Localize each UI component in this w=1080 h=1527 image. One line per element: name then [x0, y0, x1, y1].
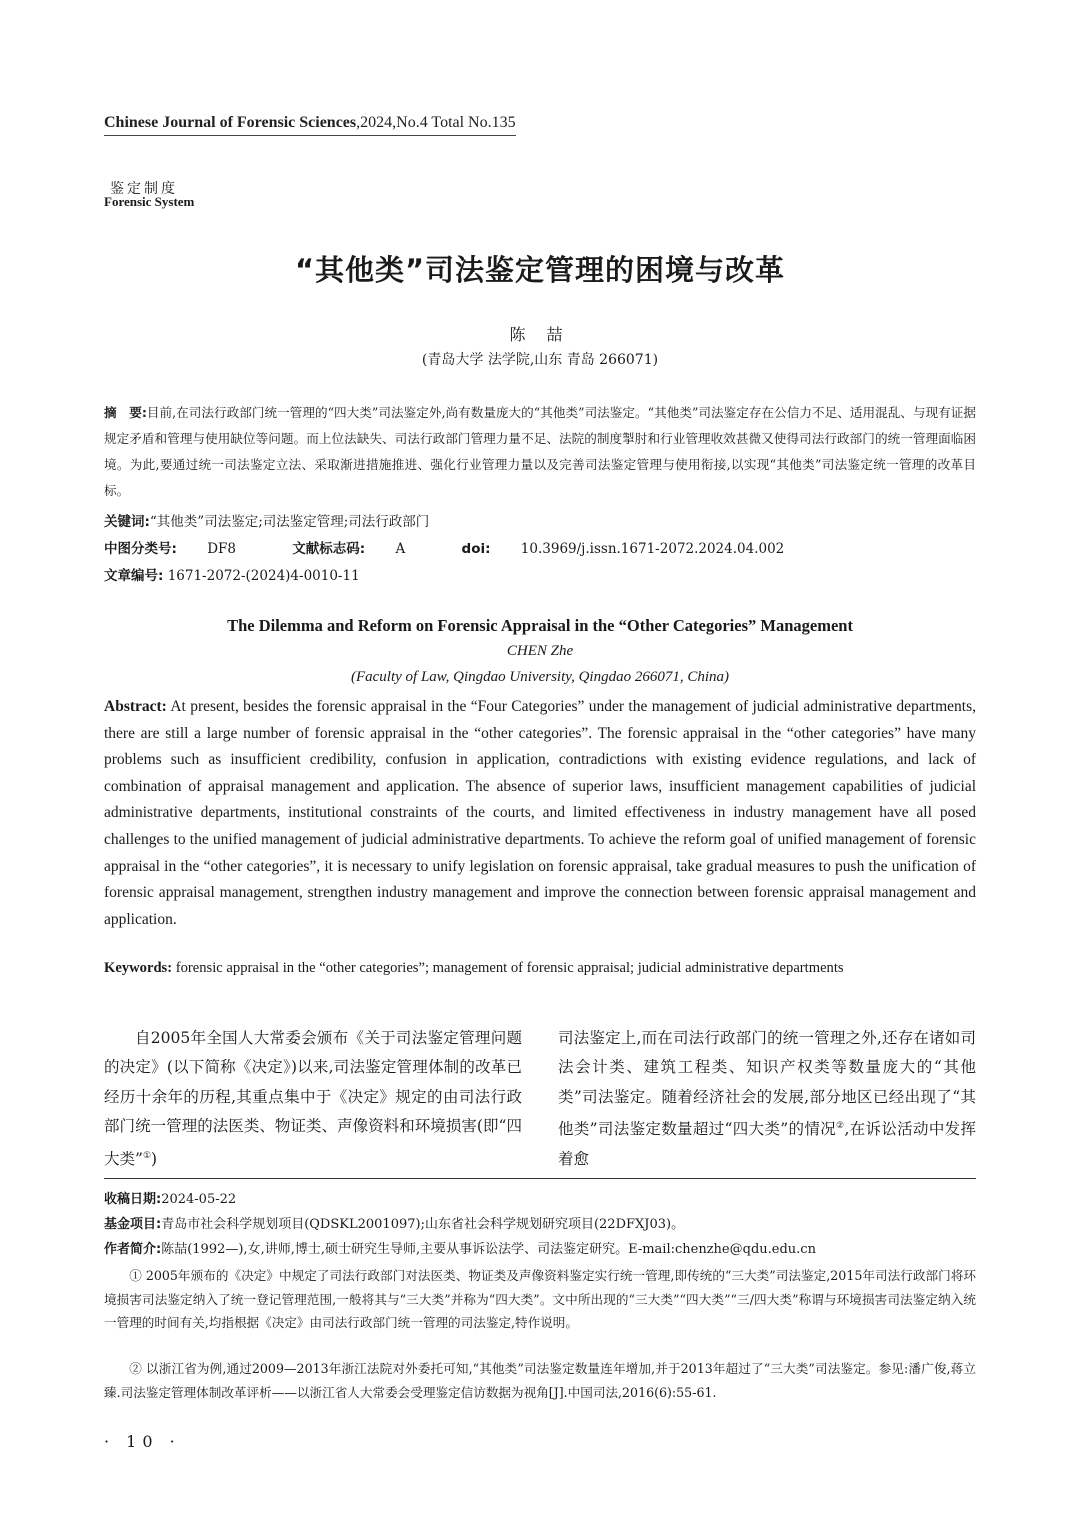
fund-label: 基金项目: [104, 1217, 162, 1232]
keywords-text-cn: “其他类”司法鉴定;司法鉴定管理;司法行政部门 [149, 514, 430, 530]
received-date [104, 1188, 236, 1207]
body-right-text-end: ,在诉讼活动中发挥着愈 [558, 1120, 976, 1168]
abstract-text-en: At present, besides the forensic appraisal in the “Four Categories” under the management of judicial administrative departments, there are still a large number of forensic appraisal in the “other categories”. The forensic appraisal in the “other categories” have many problems such as insufficient credibility, confusion in application, contradictions with existing evidence regulations, and lack of combination of appraisal management and application. The absence of superior laws, insufficient management capabilities of judicial administrative departments, institutional constraints of the courts, and limited effectiveness in industry management have all posed challenges to the unified management of judicial administrative departments. To achieve the reform goal of unified management of forensic appraisal in the “other categories”, it is necessary to unify legislation on forensic appraisal, take gradual measures to push the unification of forensic appraisal management, strengthen industry management and improve the connection between forensic appraisal management and application. [104, 698, 976, 928]
clc-label: 中图分类号: [104, 541, 177, 557]
fund-info [104, 1213, 684, 1232]
body-column-right [558, 1024, 976, 1174]
abstract-text-cn: 目前,在司法行政部门统一管理的“四大类”司法鉴定外,尚有数量庞大的“其他类”司法鉴定。“其他类”司法鉴定存在公信力不足、适用混乱、与现有证据规定矛盾和管理与使用缺位等问题。而上位法缺失、司法行政部门管理力量不足、法院的制度掣肘和行业管理收效甚微又使得司法行政部门的统一管理面临困境。为此,要通过统一司法鉴定立法、采取渐进措施推进、强化行业管理力量以及完善司法鉴定管理与使用衔接,以实现“其他类”司法鉴定统一管理的改革目标。 [104, 405, 976, 498]
author-cn: 陈 喆 [509, 325, 571, 344]
received-value: 2024-05-22 [161, 1192, 237, 1207]
keywords-label-cn: 关键词: [104, 514, 150, 530]
body-right-text: 司法鉴定上,而在司法行政部门的统一管理之外,还存在诸如司法会计类、建筑工程类、知识产权类等数量庞大的“其他类”司法鉴定。随着经济社会的发展,部分地区已经出现了“其他类”司法鉴定数量超过“四大类”的情况 [558, 1029, 976, 1139]
article-title-en: The Dilemma and Reform on Forensic Appraisal in the “Other Categories” Management [227, 616, 853, 635]
doc-code-value: A [395, 541, 406, 557]
keywords-cn [104, 510, 429, 530]
abstract-en [104, 694, 976, 933]
abstract-label-en: Abstract: [104, 698, 167, 715]
footnote-divider [104, 1178, 976, 1179]
bio-value: 陈喆(1992—),女,讲师,博士,硕士研究生导师,主要从事诉讼法学、司法鉴定研究。E-mail:chenzhe@qdu.edu.cn [161, 1242, 816, 1257]
fund-value: 青岛市社会科学规划项目(QDSKL2001097);山东省社会科学规划研究项目(22DFXJ03)。 [161, 1217, 685, 1232]
article-title-cn: “其他类”司法鉴定管理的困境与改革 [294, 253, 786, 287]
doc-code-label: 文献标志码: [292, 541, 366, 557]
journal-header [104, 114, 516, 136]
footnote-1: ① 2005年颁布的《决定》中规定了司法行政部门对法医类、物证类及声像资料鉴定实行统一管理,即传统的“三大类”司法鉴定,2015年司法行政部门将环境损害司法鉴定纳入了统一登记管理范围,一般将其与“三大类”并称为“四大类”。文中所出现的“三大类”“四大类”“三/四大类”称谓与环境损害司法鉴定纳入统一管理的时间有关,均指根据《决定》由司法行政部门统一管理的司法鉴定,特作说明。 [104, 1268, 976, 1330]
doi-value: 10.3969/j.issn.1671-2072.2024.04.002 [520, 541, 785, 557]
abstract-cn [104, 400, 976, 504]
received-label: 收稿日期: [104, 1192, 162, 1207]
journal-issue: ,2024,No.4 Total No.135 [356, 114, 516, 131]
keywords-label-en: Keywords: [104, 960, 173, 976]
keywords-text-en: forensic appraisal in the “other categories”; management of forensic appraisal; judicial administrative departments [175, 960, 844, 976]
clc-value: DF8 [207, 541, 236, 557]
keywords-en [104, 960, 976, 977]
doi-label: doi: [461, 541, 491, 557]
journal-name: Chinese Journal of Forensic Sciences [104, 114, 357, 131]
body-column-left [104, 1024, 522, 1174]
article-number-row [104, 564, 386, 584]
classification-row [104, 537, 836, 557]
abstract-label-cn: 摘 要: [104, 405, 147, 420]
journal-page [104, 0, 976, 1527]
section-label-en: Forensic System [104, 194, 195, 209]
page-number: · 10 · [104, 1432, 181, 1451]
footnote-2: ② 以浙江省为例,通过2009—2013年浙江法院对外委托可知,“其他类”司法鉴定数量连年增加,并于2013年超过了“三大类”司法鉴定。参见:潘广俊,蒋立臻.司法鉴定管理体制改革评析——以浙江省人大常委会受理鉴定信访数据为视角[J].中国司法,2016(6):55-61. [104, 1361, 976, 1400]
footnote-ref-1: ① [142, 1150, 152, 1161]
body-left-text: 自2005年全国人大常委会颁布《关于司法鉴定管理问题的决定》(以下简称《决定》)以来,司法鉴定管理体制的改革已经历十余年的历程,其重点集中于《决定》规定的由司法行政部门统一管理的法医类、物证类、声像资料和环境损害(即“四大类” [104, 1029, 522, 1168]
bio-label: 作者简介: [104, 1242, 162, 1257]
article-no-label: 文章编号: [104, 568, 164, 584]
article-no-value: 1671-2072-(2024)4-0010-11 [167, 568, 360, 584]
author-en: CHEN Zhe [506, 643, 574, 659]
footnote-ref-2: ② [836, 1121, 845, 1132]
author-bio [104, 1238, 816, 1257]
section-label-cn: 鉴定制度 [110, 181, 178, 197]
body-left-text-end: ) [151, 1149, 158, 1168]
affiliation-cn: (青岛大学 法学院,山东 青岛 266071) [421, 352, 659, 368]
affiliation-en: (Faculty of Law, Qingdao University, Qingdao 266071, China) [350, 669, 730, 685]
